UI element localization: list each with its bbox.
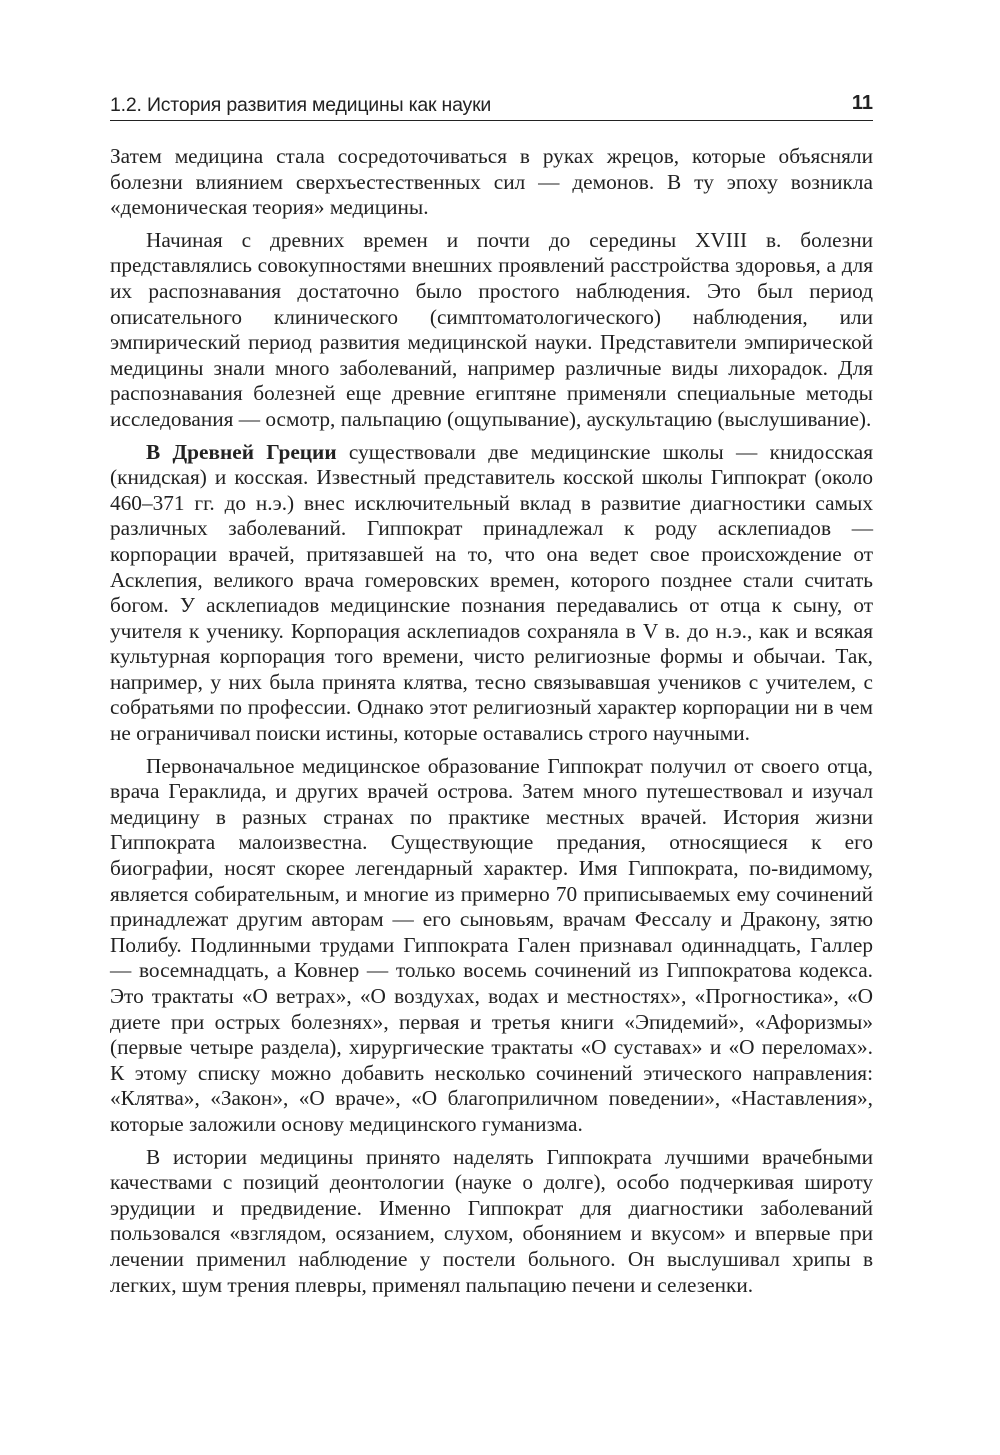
running-header (110, 94, 873, 121)
page-number: 11 (851, 92, 873, 114)
paragraph: Первоначальное медицинское образование Гиппократ получил от своего отца, врача Гераклида, и других врачей острова. Затем много путешествовал и изучал медицину в разных странах по практике местных врачей. История жизни Гиппократа малоизвестна. Существующие предания, относящиеся к его биографии, носят скорее легендарный характер. Имя Гиппократа, по-видимому, является собирательным, и многие из примерно 70 приписываемых ему сочинений принадлежат другим авторам — его сыновьям, врачам Фессалу и Дракону, зятю Полибу. Подлинными трудами Гиппократа Гален признавал одиннадцать, Галлер — восемнадцать, а Ковнер — только восемь сочинений из Гиппократова кодекса. Это трактаты «О ветрах», «О воздухах, водах и местностях», «Прогностика», «О диете при острых болезнях», первая и третья книги «Эпидемий», «Афоризмы» (первые четыре раздела), хирургические трактаты «О суставах» и «О переломах». К этому списку можно добавить несколько сочинений этического направления: «Клятва», «Закон», «О враче», «О благоприличном поведении», «Наставления», которые заложили основу медицинского гуманизма. (110, 753, 873, 1136)
paragraph: В истории медицины принято наделять Гиппократа лучшими врачебными качествами с позиций деонтологии (науке о долге), особо подчеркивая широту эрудиции и предвидение. Именно Гиппократ для диагностики заболеваний пользовался «взглядом, осязанием, слухом, обонянием и вкусом» и впервые при лечении применил наблюдение у постели больного. Он выслушивал хрипы в легких, шум трения плевры, применял пальпацию печени и селезенки. (110, 1144, 873, 1297)
paragraph: Начиная с древних времен и почти до середины XVIII в. болезни представлялись совокупностями внешних проявлений расстройства здоровья, а для их распознавания достаточно было простого наблюдения. Это был период описательного клинического (симптоматологического) наблюдения, или эмпирический период развития медицинской науки. Представители эмпирической медицины знали много заболеваний, например различные виды лихорадок. Для распознавания болезней еще древние египтяне применяли специальные методы исследования — осмотр, пальпацию (ощупывание), аускультацию (выслушивание). (110, 227, 873, 431)
paragraph: В Древней Греции существовали две медицинские школы — книдосская (книдская) и косская. Известный представитель косской школы Гиппократ (около 460–371 гг. до н.э.) внес исключительный вклад в развитие диагностики самых различных заболеваний. Гиппократ принадлежал к роду асклепиадов — корпорации врачей, притязавшей на то, что она ведет свое происхождение от Асклепия, великого врача гомеровских времен, которого позднее стали считать богом. У асклепиадов медицинские познания передавались от отца к сыну, от учителя к ученику. Корпорация асклепиадов сохраняла в V в. до н.э., как и всякая культурная корпорация того времени, чисто религиозные формы и обычаи. Так, например, у них была принята клятва, тесно связывавшая учеников с учителем, с собратьями по профессии. Однако этот религиозный характер корпорации ни в чем не ограничивал поиски истины, которые оставались строго научными. (110, 439, 873, 746)
body-text (110, 144, 873, 1305)
bold-lead-term: В Древней Греции (146, 439, 337, 464)
chapter-title: 1.2. История развития медицины как науки (110, 94, 492, 116)
paragraph: Затем медицина стала сосредоточиваться в руках жрецов, которые объясняли болезни влиянием сверхъестественных сил — демонов. В ту эпоху возникла «демоническая теория» медицины. (110, 144, 873, 220)
